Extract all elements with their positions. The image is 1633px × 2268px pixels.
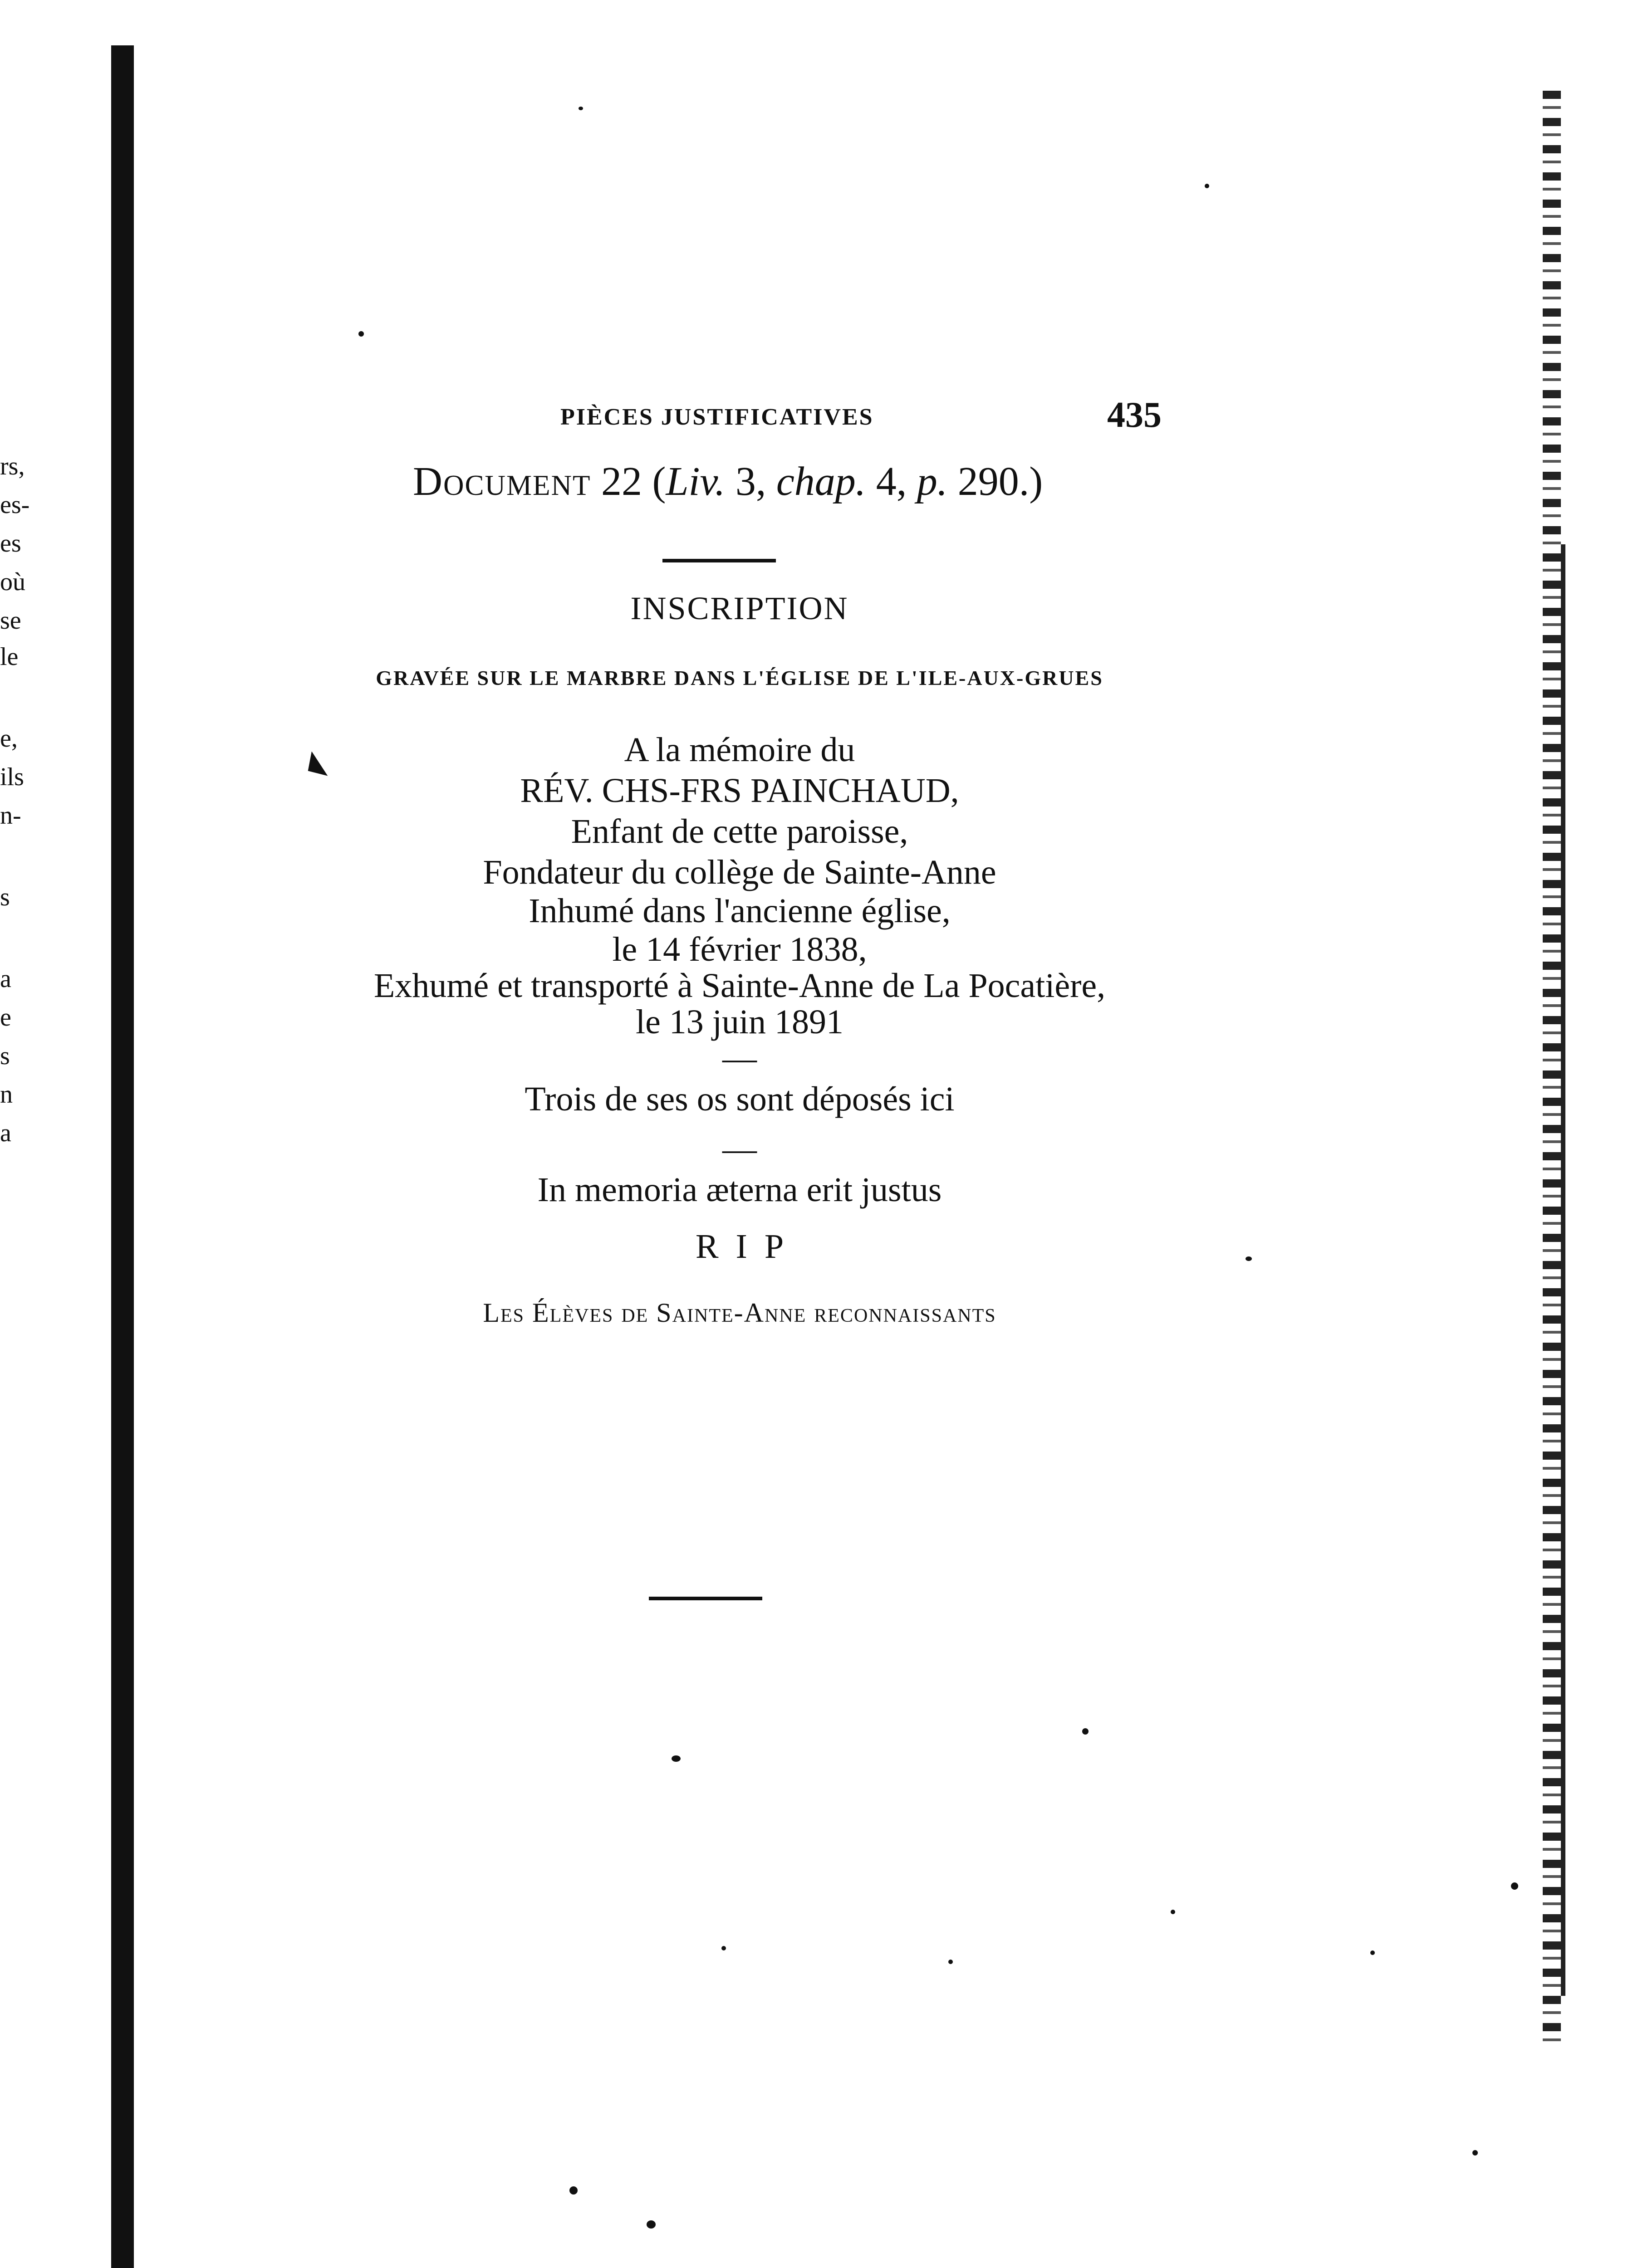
inscription-title: INSCRIPTION <box>630 590 849 626</box>
margin-fragment: rs, <box>0 452 25 480</box>
rip-line: R I P <box>695 1227 784 1266</box>
relic-line: Trois de ses os sont déposés ici <box>525 1080 955 1118</box>
inscription-line: le 13 juin 1891 <box>635 1003 844 1041</box>
inscription-block <box>263 0 1216 2268</box>
facing-page-edge <box>1543 91 1561 2041</box>
margin-fragment: le <box>0 643 19 671</box>
ref-page-num: 290. <box>957 459 1030 504</box>
speck <box>1511 1882 1518 1890</box>
document-label: Document <box>413 459 591 504</box>
margin-fragment: n- <box>0 802 21 830</box>
margin-fragment: es- <box>0 491 30 519</box>
ref-page: p. <box>917 459 948 504</box>
margin-fragment: s <box>0 1042 10 1070</box>
margin-fragment: se <box>0 606 21 635</box>
ref-chap-num: 4, <box>876 459 907 504</box>
ref-book: Liv. <box>666 459 726 504</box>
speck <box>1171 1910 1175 1914</box>
margin-fragment: n <box>0 1080 13 1109</box>
inscription-line: A la mémoire du <box>624 731 855 769</box>
inscription-subtitle: GRAVÉE SUR LE MARBRE DANS L'ÉGLISE DE L'ILE-AUX-GRUES <box>376 666 1103 689</box>
margin-fragment: a <box>0 1119 11 1147</box>
dedication-text: Les Élèves de Sainte-Anne reconnaissants <box>483 1298 996 1328</box>
speck <box>579 107 583 110</box>
latin-line: In memoria æterna erit justus <box>537 1171 942 1209</box>
inscription-line: RÉV. CHS-FRS PAINCHAUD, <box>520 772 959 810</box>
page-number: 435 <box>1107 395 1162 435</box>
speck <box>1246 1256 1252 1261</box>
binding-shadow <box>111 45 134 2268</box>
margin-fragment: ils <box>0 763 24 791</box>
ref-chap: chap. <box>776 459 866 504</box>
speck <box>721 1946 726 1950</box>
speck <box>358 331 364 337</box>
margin-fragment: es <box>0 529 21 557</box>
speck <box>672 1755 681 1762</box>
margin-fragment: e <box>0 1003 11 1031</box>
margin-fragment: s <box>0 883 10 911</box>
speck <box>647 2220 656 2229</box>
speck <box>948 1960 953 1964</box>
ref-book-num: 3, <box>735 459 766 504</box>
speck <box>1472 2150 1478 2156</box>
speck <box>569 2186 578 2195</box>
dedication-line <box>263 1297 1216 1329</box>
inscription-line: Exhumé et transporté à Sainte-Anne de La Pocatière, <box>373 967 1106 1005</box>
document-number: 22 <box>601 459 642 504</box>
inscription-line: Fondateur du collège de Sainte-Anne <box>483 853 996 891</box>
margin-fragment: e, <box>0 724 18 753</box>
dash-separator: — <box>722 1130 757 1168</box>
inscription-line: Enfant de cette paroisse, <box>571 812 908 850</box>
closing-rule <box>649 1597 762 1600</box>
running-title: PIÈCES JUSTIFICATIVES <box>560 404 874 430</box>
speck <box>1082 1728 1089 1735</box>
ref-open: ( <box>652 459 666 504</box>
speck <box>1370 1950 1375 1955</box>
speck <box>1205 184 1209 188</box>
dash-separator: — <box>722 1039 757 1077</box>
page-edge-line <box>1561 544 1565 1996</box>
ref-close: ) <box>1029 459 1043 504</box>
inscription-line: Inhumé dans l'ancienne église, <box>529 892 951 930</box>
margin-fragment: a <box>0 965 11 993</box>
inscription-line: le 14 février 1838, <box>612 930 867 968</box>
margin-fragment: où <box>0 568 25 596</box>
